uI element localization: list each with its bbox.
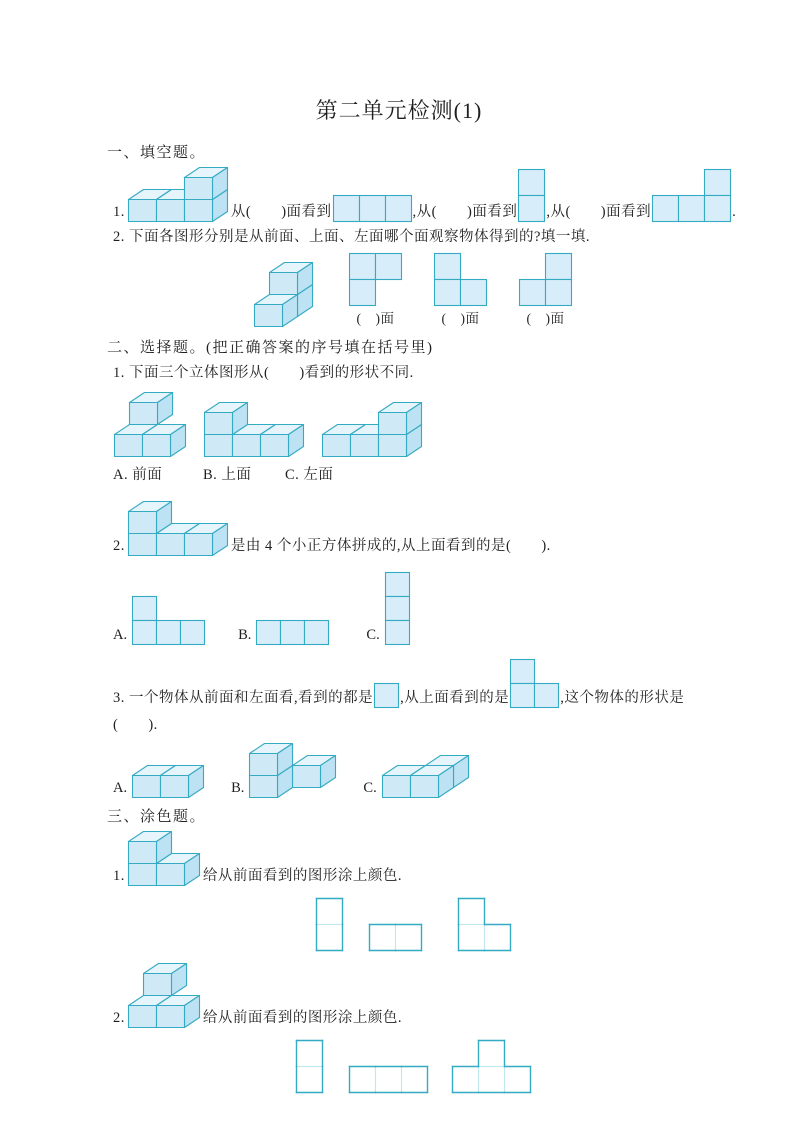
option-c xyxy=(363,754,469,799)
outline-row-of-3 xyxy=(348,1065,429,1094)
outline-l-shape xyxy=(457,897,512,952)
option-b: B. 上面 xyxy=(203,467,252,483)
option-c-label: C. xyxy=(363,780,377,796)
outline-column-of-2 xyxy=(315,897,344,952)
view-row-of-3 xyxy=(332,194,413,223)
cube-solid-figure xyxy=(127,830,201,887)
option-c: C. 左面 xyxy=(285,467,334,483)
view-column-of-3 xyxy=(384,571,411,646)
cube-solid-option-c xyxy=(381,754,470,799)
option-a xyxy=(113,595,206,646)
face-blank-label: ( )面 xyxy=(441,311,480,326)
section1-q2-figures xyxy=(113,252,685,328)
view-shape-3 xyxy=(518,252,573,307)
q3-text-pre: 3. 一个物体从前面和左面看,看到的都是 xyxy=(113,690,374,706)
cube-solid-figure xyxy=(127,500,229,557)
option-b xyxy=(231,742,337,799)
view-column-of-2 xyxy=(517,168,546,223)
option-b-label: B. xyxy=(238,627,252,643)
view-with-label xyxy=(518,252,573,328)
section2-q1-options xyxy=(113,465,685,486)
section3-q2 xyxy=(113,962,685,1029)
section2-heading: 二、选择题。(把正确答案的序号填在括号里) xyxy=(107,340,434,356)
section2-q2-options xyxy=(113,571,685,646)
option-a-label: A. xyxy=(113,780,128,796)
face-blank-label: ( )面 xyxy=(526,311,565,326)
option-a: A. 前面 xyxy=(113,467,163,483)
face-blank-label: ( )面 xyxy=(356,311,395,326)
cube-solid-figure-1 xyxy=(113,391,187,458)
view-with-label xyxy=(348,252,403,328)
view-shape-1 xyxy=(348,252,403,307)
option-a-label: A. xyxy=(113,627,128,643)
q1-seg1: 从( )面看到 xyxy=(230,204,332,220)
q3-text-mid: ,从上面看到的是 xyxy=(400,690,510,706)
q2-number: 2. xyxy=(113,538,125,554)
q2-text: 给从前面看到的图形涂上颜色. xyxy=(202,1010,402,1026)
view-single-square xyxy=(373,682,400,709)
section2-q2 xyxy=(113,500,685,557)
q1-end: . xyxy=(732,204,737,220)
q1-seg3: ,从( )面看到 xyxy=(546,204,652,220)
q1-seg2: ,从( )面看到 xyxy=(412,204,518,220)
option-c-label: C. xyxy=(366,627,380,643)
option-b-label: B. xyxy=(231,780,245,796)
view-with-label xyxy=(433,252,488,328)
section1-q2-text: 2. 下面各图形分别是从前面、上面、左面哪个面观察物体得到的?填一填. xyxy=(113,229,591,245)
cube-solid-figure-2 xyxy=(203,401,305,458)
option-a xyxy=(113,764,205,799)
section3-q1-color-shapes xyxy=(113,897,685,952)
section2-q1-figures xyxy=(113,391,685,458)
view-row-of-3 xyxy=(255,619,330,646)
view-l-shape xyxy=(509,658,560,709)
q1-text: 给从前面看到的图形涂上颜色. xyxy=(202,868,402,884)
view-shape-2 xyxy=(433,252,488,307)
outline-row-of-2 xyxy=(368,923,423,952)
section2-q1-text: 1. 下面三个立体图形从( )看到的形状不同. xyxy=(113,365,414,381)
section2-q3-line2: ( ). xyxy=(113,717,158,733)
cube-solid-figure-3 xyxy=(321,401,423,458)
cube-solid-option-a xyxy=(131,764,205,799)
cube-solid-figure xyxy=(127,962,201,1029)
outline-column-of-2 xyxy=(295,1039,324,1094)
cube-solid-figure xyxy=(253,261,314,328)
option-b xyxy=(238,619,330,646)
section1-q1 xyxy=(113,166,737,223)
page-title: 第二单元检测(1) xyxy=(315,98,483,123)
outline-t-shape xyxy=(451,1039,532,1094)
q3-text-post: ,这个物体的形状是 xyxy=(560,690,685,706)
q1-number: 1. xyxy=(113,868,125,884)
section1-heading: 一、填空题。 xyxy=(107,145,207,161)
option-c xyxy=(366,571,410,646)
section3-q1 xyxy=(113,830,685,887)
q2-number: 2. xyxy=(113,1010,125,1026)
section2-q3 xyxy=(113,658,685,709)
section3-q2-color-shapes xyxy=(113,1039,685,1094)
section3-heading: 三、涂色题。 xyxy=(107,809,207,825)
view-l-tetromino xyxy=(131,595,206,646)
q2-text: 是由 4 个小正方体拼成的,从上面看到的是( ). xyxy=(230,538,551,554)
cube-solid-figure xyxy=(127,166,229,223)
q1-number: 1. xyxy=(113,204,125,220)
view-l-shape xyxy=(651,168,732,223)
cube-solid-option-b xyxy=(248,742,337,799)
section2-q3-options xyxy=(113,742,685,799)
